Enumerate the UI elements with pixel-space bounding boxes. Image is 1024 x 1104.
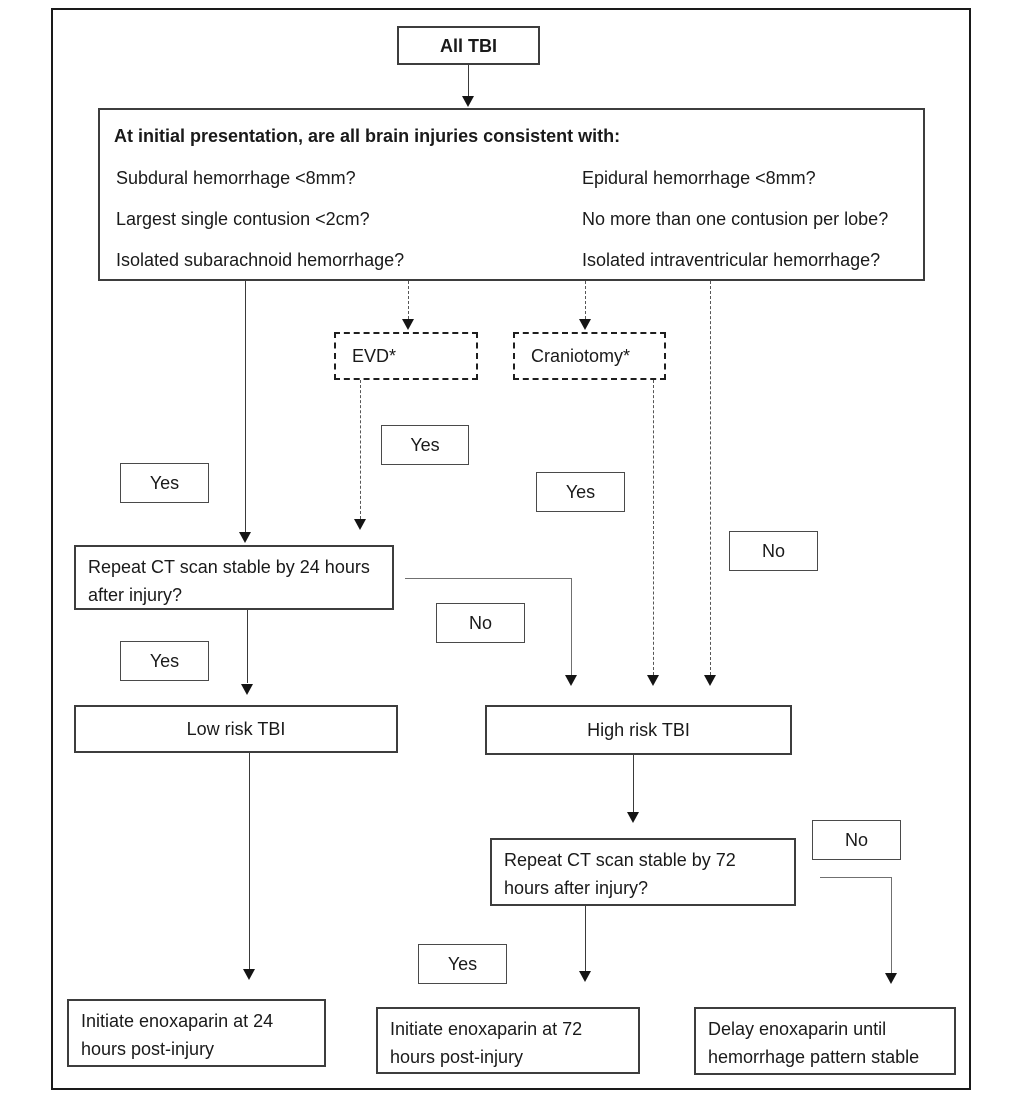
arrowhead-ct24-to-low-risk [241, 684, 253, 695]
arrowhead-start-to-criteria [462, 96, 474, 107]
connector-low-risk-to-initiate24 [249, 753, 250, 969]
arrowhead-low-risk-to-initiate24 [243, 969, 255, 980]
arrowhead-craniotomy-to-high-risk [647, 675, 659, 686]
connector-ct72-to-initiate72 [585, 906, 586, 971]
node-high-risk-label: High risk TBI [587, 720, 690, 740]
node-initiate-24-label: Initiate enoxaparin at 24 hours post-injury [81, 1011, 274, 1059]
connector-high-risk-to-ct72 [633, 755, 634, 812]
node-craniotomy-label: Craniotomy* [531, 346, 631, 366]
label-no-ct24-branch-text: No [468, 612, 492, 633]
connector-craniotomy-to-high-risk [653, 380, 654, 675]
arrowhead-ct72-no [885, 973, 897, 984]
criteria-title: At initial presentation, are all brain injuries consistent with: [114, 126, 621, 146]
label-yes-criteria-branch [120, 463, 209, 503]
node-high-risk [485, 705, 792, 755]
arrowhead-criteria-to-high-risk [704, 675, 716, 686]
connector-evd-to-ct24 [360, 380, 361, 519]
arrowhead-criteria-to-ct24 [239, 532, 251, 543]
label-yes-evd-branch-text: Yes [410, 434, 440, 455]
connector-criteria-to-high-risk [710, 281, 711, 675]
label-no-criteria-branch-text: No [761, 540, 785, 561]
node-initiate-72 [376, 1007, 640, 1074]
node-ct72-label: Repeat CT scan stable by 72 hours after injury? [504, 850, 736, 898]
criteria-item-contusion-size: Largest single contusion <2cm? [116, 209, 370, 229]
criteria-item-contusion-count: No more than one contusion per lobe? [582, 209, 889, 229]
connector-ct24-to-low-risk [247, 610, 248, 683]
node-low-risk [74, 705, 398, 753]
arrowhead-criteria-to-evd [402, 319, 414, 330]
label-yes-criteria-branch-text: Yes [149, 472, 180, 493]
node-ct24-label: Repeat CT scan stable by 24 hours after injury? [88, 557, 370, 605]
label-no-ct72-branch [812, 820, 901, 860]
criteria-item-epidural: Epidural hemorrhage <8mm? [582, 168, 816, 188]
node-initiate-24 [67, 999, 326, 1067]
node-evd-label: EVD* [352, 346, 397, 366]
label-yes-craniotomy-branch [536, 472, 625, 512]
criteria-item-subdural: Subdural hemorrhage <8mm? [116, 168, 356, 188]
node-ct24 [74, 545, 394, 610]
node-craniotomy [513, 332, 666, 380]
label-yes-craniotomy-branch-text: Yes [565, 481, 596, 502]
arrowhead-ct24-no [565, 675, 577, 686]
connector-ct24-no-vertical [571, 578, 572, 675]
node-delay-enoxaparin-label: Delay enoxaparin until hemorrhage pattern stable [708, 1019, 920, 1067]
arrowhead-ct72-to-initiate72 [579, 971, 591, 982]
connector-ct72-no-vertical [891, 877, 892, 973]
node-evd [334, 332, 478, 380]
node-all-tbi [397, 26, 540, 65]
label-yes-evd-branch [381, 425, 469, 465]
label-yes-ct24-branch-text: Yes [149, 650, 180, 671]
label-yes-ct72-branch [418, 944, 507, 984]
connector-criteria-to-ct24 [245, 281, 246, 532]
node-initiate-72-label: Initiate enoxaparin at 72 hours post-injury [390, 1019, 583, 1067]
node-criteria [98, 108, 925, 281]
label-no-ct24-branch [436, 603, 525, 643]
connector-criteria-to-craniotomy [585, 281, 586, 319]
connector-criteria-to-evd [408, 281, 409, 319]
criteria-item-sah: Isolated subarachnoid hemorrhage? [116, 250, 405, 270]
arrowhead-evd-to-ct24 [354, 519, 366, 530]
node-low-risk-label: Low risk TBI [186, 719, 286, 739]
node-ct72 [490, 838, 796, 906]
connector-ct72-no-horizontal [820, 877, 891, 878]
criteria-item-ivh: Isolated intraventricular hemorrhage? [582, 250, 881, 270]
label-yes-ct72-branch-text: Yes [447, 953, 478, 974]
label-yes-ct24-branch [120, 641, 209, 681]
connector-ct24-no-horizontal [405, 578, 571, 579]
label-no-criteria-branch [729, 531, 818, 571]
node-all-tbi-label: All TBI [440, 35, 497, 56]
label-no-ct72-branch-text: No [844, 829, 868, 850]
arrowhead-criteria-to-craniotomy [579, 319, 591, 330]
arrowhead-high-risk-to-ct72 [627, 812, 639, 823]
connector-start-to-criteria [468, 65, 469, 97]
node-delay-enoxaparin [694, 1007, 956, 1075]
